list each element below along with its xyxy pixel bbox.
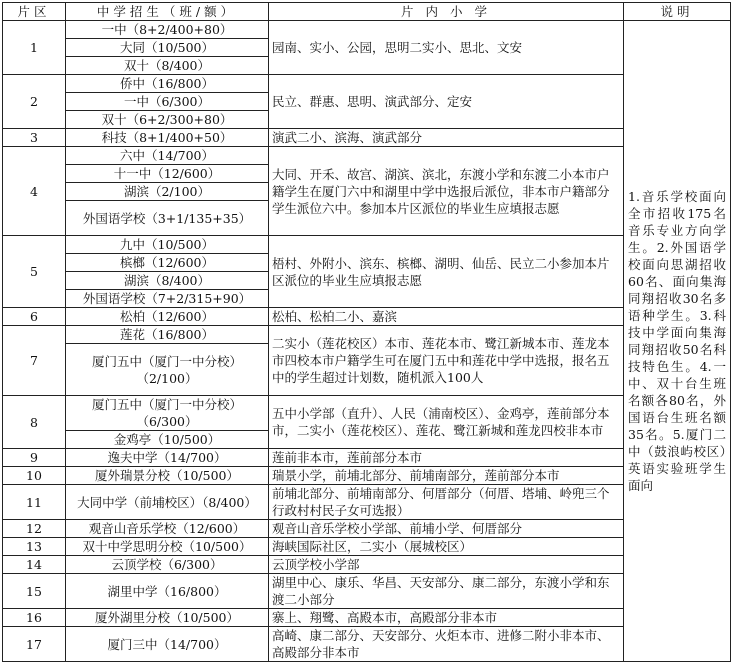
primary-schools-cell: 园南、实小、公园，思明二实小、思北、文安 [269, 21, 624, 75]
area-number: 9 [3, 449, 66, 467]
table-row [3, 236, 731, 254]
middle-school-cell: 云顶学校（6/300） [66, 556, 269, 574]
middle-school-cell: 厦门五中（厦门一中分校）（6/300） [66, 396, 269, 431]
primary-schools-cell: 五中小学部（直升）、人民（浦南校区）、金鸡亭，莲前部分本市，二实小（莲花校区）、莲花、鹭江新城和莲龙四校非本市 [269, 396, 624, 449]
area-number: 14 [3, 556, 66, 574]
primary-schools-cell: 高崎、康二部分、天安部分、火炬本市、进修二附小非本市、高殿部分非本市 [269, 627, 624, 662]
table-row [3, 485, 731, 520]
middle-school-cell: 厦门三中（14/700） [66, 627, 269, 662]
area-number: 13 [3, 538, 66, 556]
primary-schools-cell: 莲前非本市，莲前部分本市 [269, 449, 624, 467]
table-row [3, 308, 731, 326]
table-row [3, 326, 731, 344]
primary-schools-cell: 瑞景小学，前埔北部分、前埔南部分，莲前部分本市 [269, 467, 624, 485]
table-row [3, 129, 731, 147]
primary-schools-cell: 松柏、松柏二小、嘉滨 [269, 308, 624, 326]
middle-school-cell: 双十（6+2/300+80） [66, 111, 269, 129]
area-number: 4 [3, 147, 66, 236]
primary-schools-cell: 观音山音乐学校小学部、前埔小学、何厝部分 [269, 520, 624, 538]
middle-school-cell: 一中（8+2/400+80） [66, 21, 269, 39]
table-row [3, 574, 731, 609]
area-number: 6 [3, 308, 66, 326]
primary-schools-cell: 海峡国际社区，二实小（展城校区） [269, 538, 624, 556]
primary-schools-cell: 湖里中心、康乐、华昌、天安部分、康二部分，东渡小学和东渡二小部分 [269, 574, 624, 609]
middle-school-cell: 大同中学（前埔校区）（8/400） [66, 485, 269, 520]
primary-schools-cell: 民立、群惠、思明、演武部分、定安 [269, 75, 624, 129]
area-number: 7 [3, 326, 66, 396]
middle-school-cell: 槟榔（12/600） [66, 254, 269, 272]
primary-schools-cell: 前埔北部分、前埔南部分、何厝部分（何厝、塔埔、岭兜三个行政村村民子女可选报） [269, 485, 624, 520]
area-number: 3 [3, 129, 66, 147]
primary-schools-cell: 二实小（莲花校区）本市、莲花本市、鹭江新城本市、莲龙本市四校本市户籍学生可在厦门五中和莲花中学中选报，报名五中的学生超过计划数，随机派入100人 [269, 326, 624, 396]
enrollment-table [2, 2, 731, 662]
table-row [3, 627, 731, 662]
area-number: 10 [3, 467, 66, 485]
middle-school-cell: 外国语学校（7+2/315+90） [66, 290, 269, 308]
table-row [3, 520, 731, 538]
area-number: 15 [3, 574, 66, 609]
table-row [3, 75, 731, 93]
header-note: 说明 [624, 3, 731, 21]
area-number: 17 [3, 627, 66, 662]
area-number: 5 [3, 236, 66, 308]
middle-school-cell: 一中（6/300） [66, 93, 269, 111]
middle-school-cell: 侨中（16/800） [66, 75, 269, 93]
area-number: 11 [3, 485, 66, 520]
middle-school-cell: 双十中学思明分校（10/500） [66, 538, 269, 556]
primary-schools-cell: 梧村、外附小、滨东、槟榔、湖明、仙岳、民立二小参加本片区派位的毕业生应填报志愿 [269, 236, 624, 308]
header-enroll: 中学招生（班/额） [66, 3, 269, 21]
primary-schools-cell: 大同、开禾、故宫、湖滨、滨北，东渡小学和东渡二小本市户籍学生在厦门六中和湖里中学中选报后派位，非本市户籍部分学生派位六中。参加本片区派位的毕业生应填报志愿 [269, 147, 624, 236]
middle-school-cell: 松柏（12/600） [66, 308, 269, 326]
primary-schools-cell: 云顶学校小学部 [269, 556, 624, 574]
table-row [3, 467, 731, 485]
middle-school-cell: 金鸡亭（10/500） [66, 431, 269, 449]
middle-school-cell: 厦门五中（厦门一中分校）（2/100） [66, 344, 269, 396]
middle-school-cell: 莲花（16/800） [66, 326, 269, 344]
middle-school-cell: 逸夫中学（14/700） [66, 449, 269, 467]
table-row [3, 147, 731, 165]
middle-school-cell: 观音山音乐学校（12/600） [66, 520, 269, 538]
area-number: 12 [3, 520, 66, 538]
table-row [3, 449, 731, 467]
table-row [3, 396, 731, 431]
middle-school-cell: 外国语学校（3+1/135+35） [66, 201, 269, 236]
table-row [3, 556, 731, 574]
area-number: 2 [3, 75, 66, 129]
middle-school-cell: 湖滨（8/400） [66, 272, 269, 290]
table-row [3, 538, 731, 556]
middle-school-cell: 湖滨（2/100） [66, 183, 269, 201]
primary-schools-cell: 寨上、翔鹭、高殿本市，高殿部分非本市 [269, 609, 624, 627]
table-row [3, 609, 731, 627]
note-cell: 1.音乐学校面向全市招收175名音乐专业方向学生。2.外国语学校面向思湖招收60名、面向集海同翔招收30名多语种学生。3.科技中学面向集海同翔招收50名科技特色生。4.一中、双十台生班名额各80名，外国语台生班名额35名。5.厦门二中（鼓浪屿校区）英语实验班学生面向 [624, 21, 731, 662]
primary-schools-cell: 演武二小、滨海、演武部分 [269, 129, 624, 147]
middle-school-cell: 双十（8/400） [66, 57, 269, 75]
middle-school-cell: 九中（10/500） [66, 236, 269, 254]
header-primary: 片 内 小 学 [269, 3, 624, 21]
middle-school-cell: 厦外湖里分校（10/500） [66, 609, 269, 627]
middle-school-cell: 大同（10/500） [66, 39, 269, 57]
area-number: 16 [3, 609, 66, 627]
area-number: 8 [3, 396, 66, 449]
middle-school-cell: 六中（14/700） [66, 147, 269, 165]
middle-school-cell: 湖里中学（16/800） [66, 574, 269, 609]
area-number: 1 [3, 21, 66, 75]
header-row [3, 3, 731, 21]
middle-school-cell: 科技（8+1/400+50） [66, 129, 269, 147]
middle-school-cell: 厦外瑞景分校（10/500） [66, 467, 269, 485]
header-area: 片区 [3, 3, 66, 21]
table-row [3, 21, 731, 39]
middle-school-cell: 十一中（12/600） [66, 165, 269, 183]
